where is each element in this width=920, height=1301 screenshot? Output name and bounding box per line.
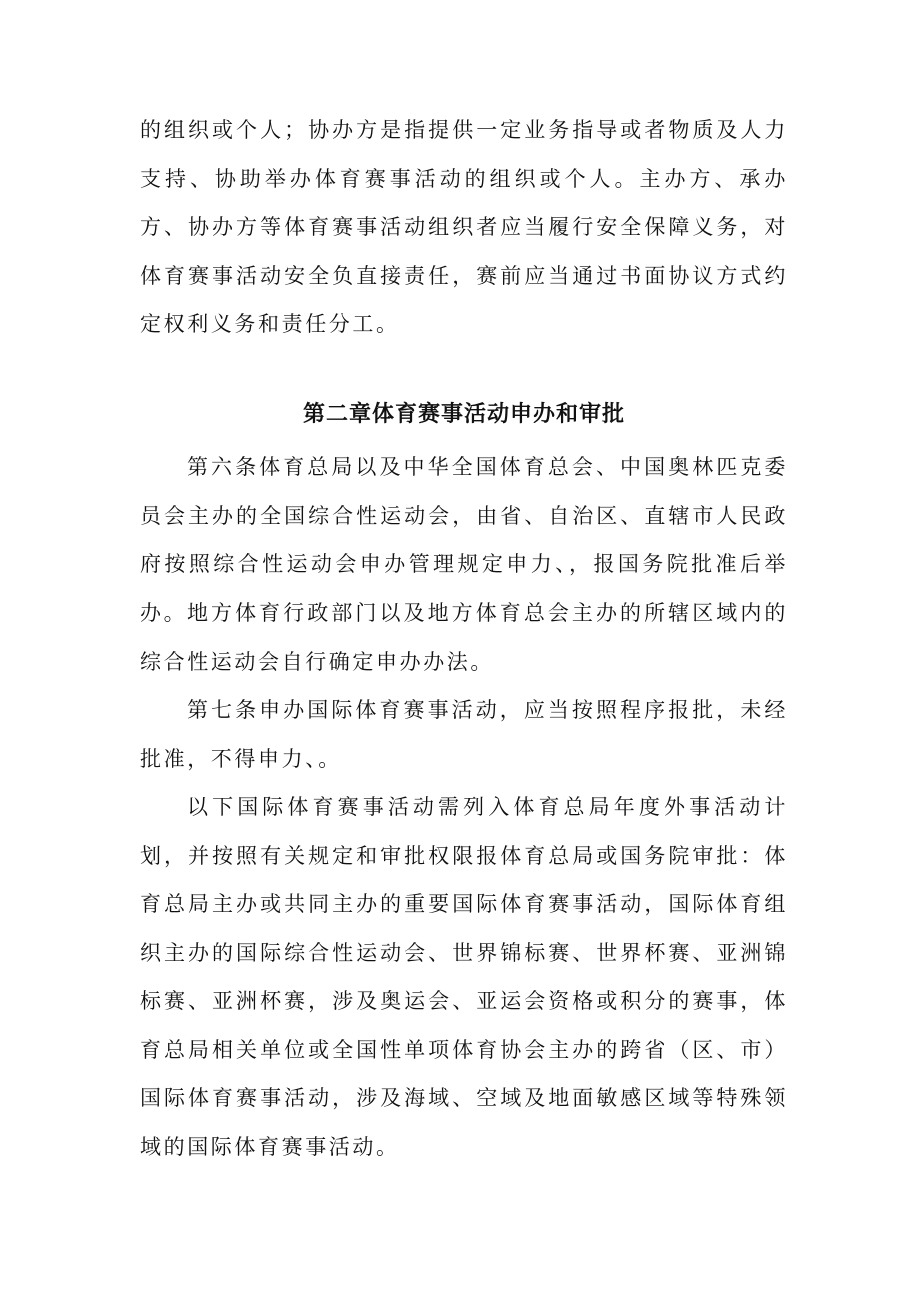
chapter-heading: 第二章体育赛事活动申办和审批 (302, 402, 625, 427)
paragraph-international-events: 以下国际体育赛事活动需列入体育总局年度外事活动计划，并按照有关规定和审批权限报体育总局或国务院审批：体育总局主办或共同主办的重要国际体育赛事活动，国际体育组织主办的国际综合性运动会、世界锦标赛、世界杯赛、亚洲锦标赛、亚洲杯赛，涉及奥运会、亚运会资格或积分的赛事，体育总局相关单位或全国性单项体育协会主办的跨省（区、市）国际体育赛事活动，涉及海域、空域及地面敏感区域等特殊领域的国际体育赛事活动。 (140, 795, 788, 1159)
paragraph-local-games: 地方体育行政部门以及地方体育总会主办的所辖区域内的综合性运动会自行确定申办办法。 (140, 601, 788, 674)
paragraph-continuation: 的组织或个人；协办方是指提供一定业务指导或者物质及人力支持、协助举办体育赛事活动的组织或个人。主办方、承办方、协办方等体育赛事活动组织者应当履行安全保障义务，对体育赛事活动安全负直接责任，赛前应当通过书面协议方式约定权利义务和责任分工。 (140, 118, 788, 336)
paragraph-article-6: 第六条体育总局以及中华全国体育总会、中国奥林匹克委员会主办的全国综合性运动会，由省、自治区、直辖市人民政府按照综合性运动会申办管理规定申力、，报国务院批准后举办。 (140, 455, 788, 625)
paragraph-article-7: 第七条申办国际体育赛事活动，应当按照程序报批，未经批准，不得申力、。 (140, 698, 788, 771)
